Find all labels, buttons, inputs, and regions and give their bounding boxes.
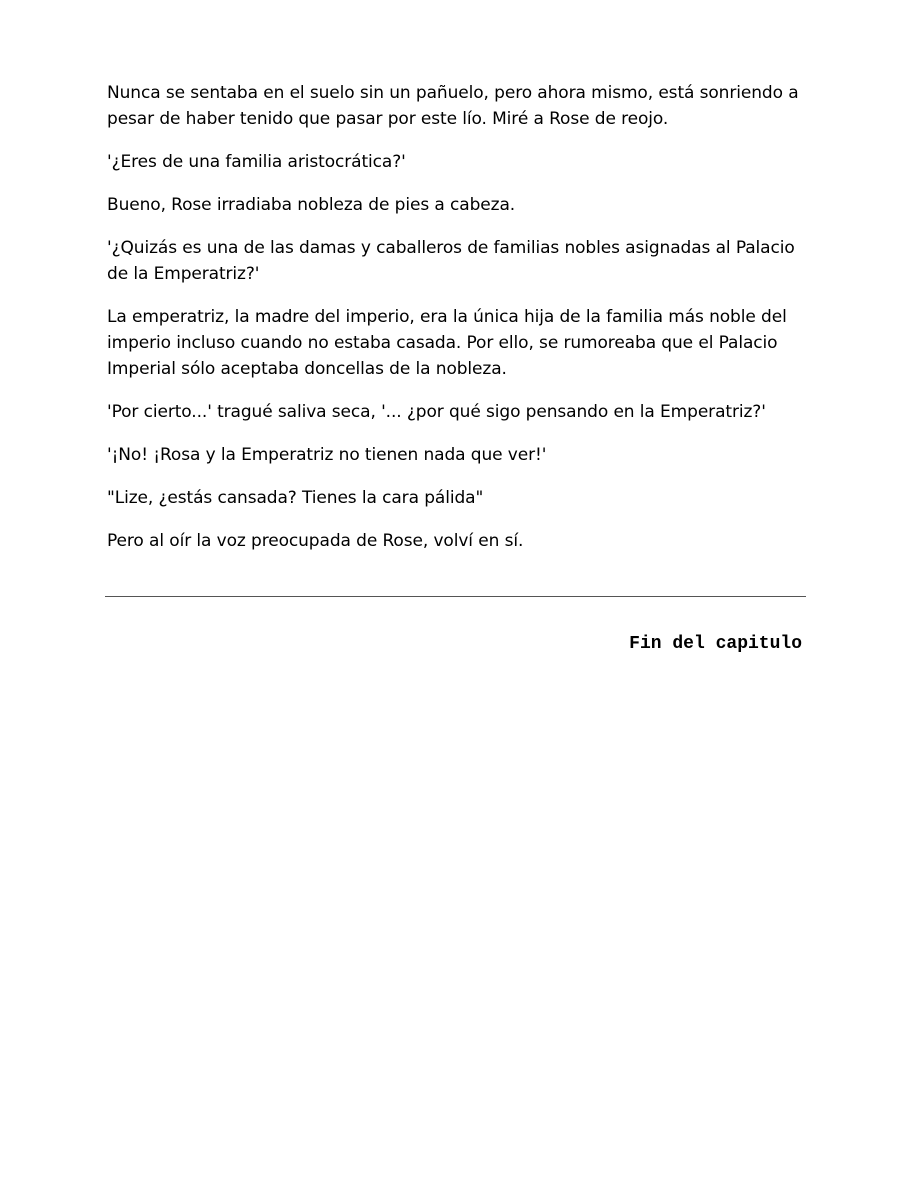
paragraph-2: '¿Eres de una familia aristocrática?' <box>107 152 406 172</box>
paragraph-5: La emperatriz, la madre del imperio, era la única hija de la familia más noble del imperio incluso cuando no estaba casada. Por ello, se rumoreaba que el Palacio Imperial sólo aceptaba doncellas de la nobleza. <box>107 307 787 379</box>
paragraph-4: '¿Quizás es una de las damas y caballeros de familias nobles asignadas al Palacio de la Emperatriz?' <box>107 238 795 284</box>
paragraph-6: 'Por cierto...' tragué saliva seca, '... ¿por qué sigo pensando en la Emperatriz?' <box>107 402 766 422</box>
paragraph-8: "Lize, ¿estás cansada? Tienes la cara pálida" <box>107 488 484 508</box>
horizontal-divider <box>105 596 806 597</box>
paragraph-9: Pero al oír la voz preocupada de Rose, volví en sí. <box>107 531 524 551</box>
document-body <box>107 80 807 571</box>
paragraph-7: '¡No! ¡Rosa y la Emperatriz no tienen nada que ver!' <box>107 445 547 465</box>
chapter-end-label: Fin del capitulo <box>629 634 802 654</box>
paragraph-3: Bueno, Rose irradiaba nobleza de pies a cabeza. <box>107 195 516 215</box>
paragraph-1: Nunca se sentaba en el suelo sin un pañuelo, pero ahora mismo, está sonriendo a pesar de haber tenido que pasar por este lío. Miré a Rose de reojo. <box>107 83 799 129</box>
